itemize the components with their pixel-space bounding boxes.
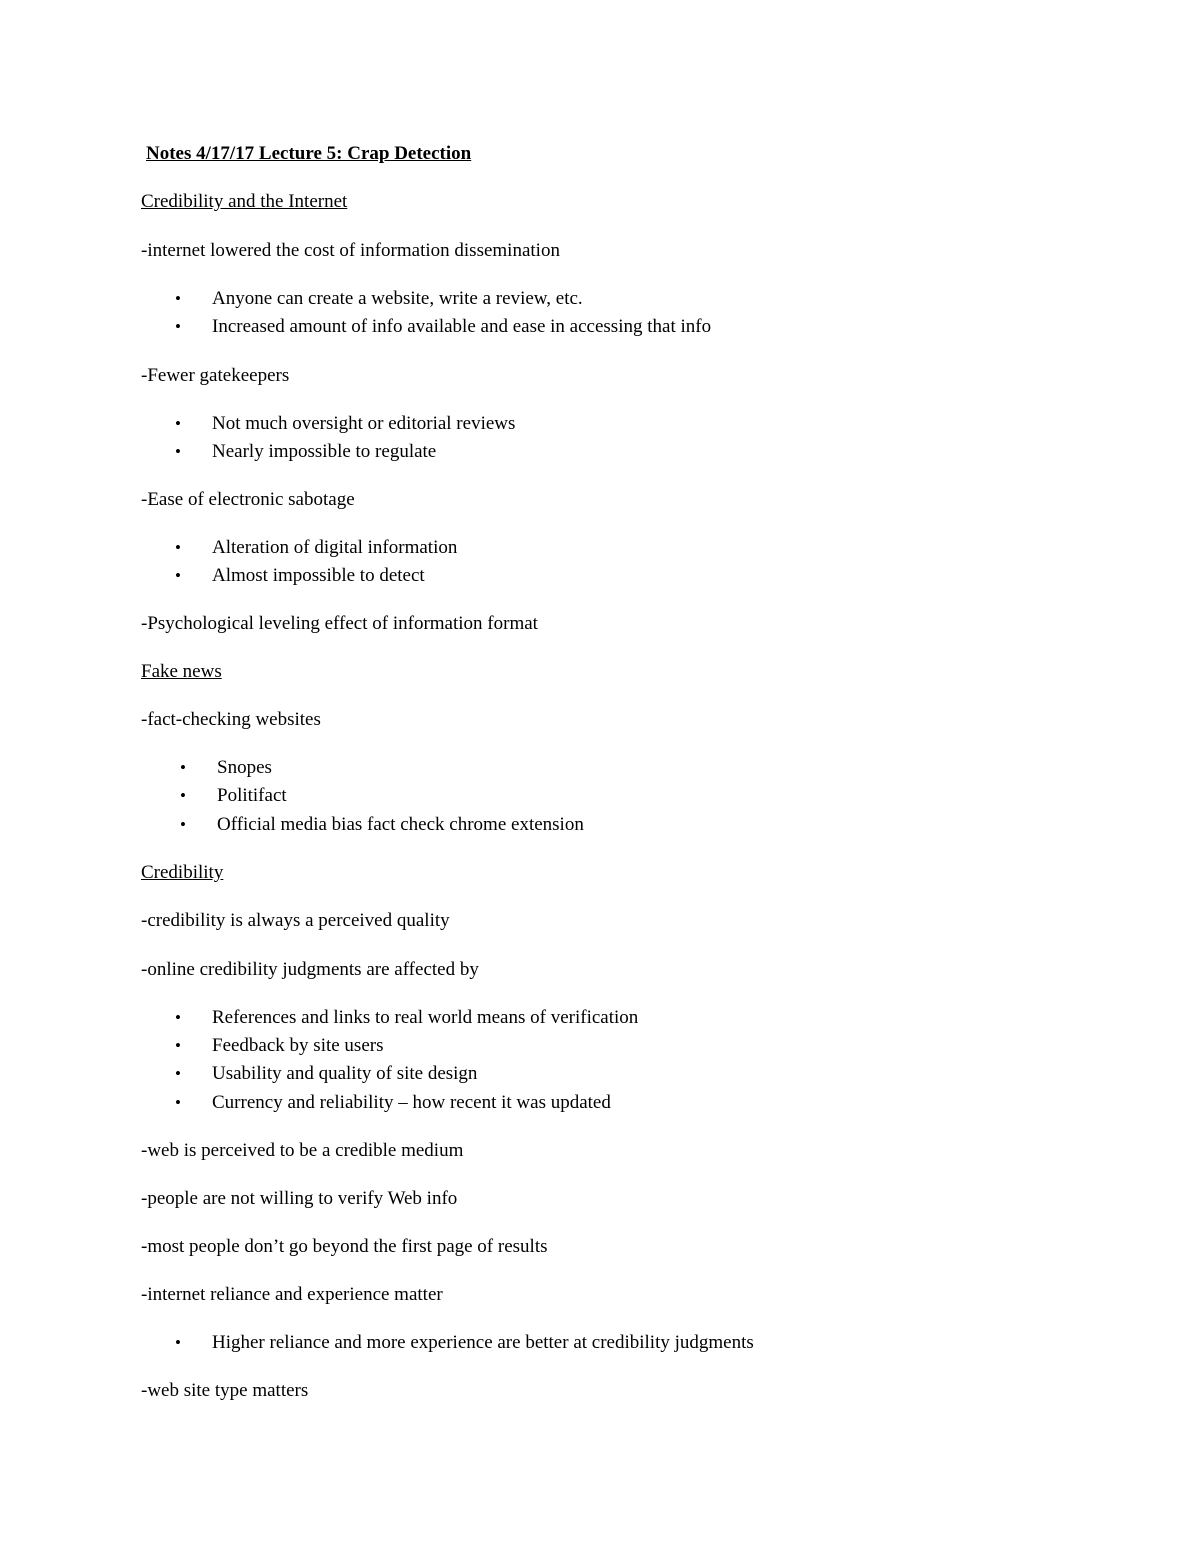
bullet-icon: • [175,566,181,585]
bullet-icon: • [180,758,186,777]
list-item-text: Increased amount of info available and ease in accessing that info [212,316,712,337]
paragraph: -internet lowered the cost of information dissemination [141,240,560,261]
bullet-icon: • [175,289,181,308]
bullet-icon: • [180,786,186,805]
list-item-text: Nearly impossible to regulate [212,441,437,462]
list-item-text: Alteration of digital information [212,537,458,558]
bullet-icon: • [175,1008,181,1027]
section-heading-credibility: Credibility [141,862,224,883]
list-item-text: Official media bias fact check chrome extension [217,814,584,835]
page-title: Notes 4/17/17 Lecture 5: Crap Detection [146,143,472,164]
paragraph: -fact-checking websites [141,709,321,730]
paragraph: -internet reliance and experience matter [141,1284,443,1305]
list-item-text: Usability and quality of site design [212,1063,478,1084]
bullet-icon: • [175,538,181,557]
list-item-text: Anyone can create a website, write a review, etc. [212,288,583,309]
list-item-text: Feedback by site users [212,1035,384,1056]
list-item-text: Politifact [217,785,287,806]
bullet-icon: • [175,442,181,461]
paragraph: -Fewer gatekeepers [141,365,290,386]
paragraph: -Psychological leveling effect of information format [141,613,538,634]
paragraph: -people are not willing to verify Web info [141,1188,458,1209]
list-item-text: Almost impossible to detect [212,565,425,586]
paragraph: -web is perceived to be a credible medium [141,1140,464,1161]
bullet-icon: • [175,414,181,433]
bullet-icon: • [175,317,181,336]
paragraph: -web site type matters [141,1380,309,1401]
paragraph: -online credibility judgments are affected by [141,959,479,980]
list-item-text: Higher reliance and more experience are better at credibility judgments [212,1332,754,1353]
list-item-text: Not much oversight or editorial reviews [212,413,516,434]
bullet-icon: • [175,1064,181,1083]
paragraph: -credibility is always a perceived quality [141,910,450,931]
bullet-icon: • [175,1036,181,1055]
list-item-text: Snopes [217,757,272,778]
list-item-text: References and links to real world means of verification [212,1007,639,1028]
paragraph: -Ease of electronic sabotage [141,489,355,510]
section-heading-credibility-internet: Credibility and the Internet [141,191,348,212]
section-heading-fake-news: Fake news [141,661,222,682]
bullet-icon: • [175,1333,181,1352]
paragraph: -most people don’t go beyond the first page of results [141,1236,548,1257]
list-item-text: Currency and reliability – how recent it was updated [212,1092,611,1113]
bullet-icon: • [175,1093,181,1112]
bullet-icon: • [180,815,186,834]
